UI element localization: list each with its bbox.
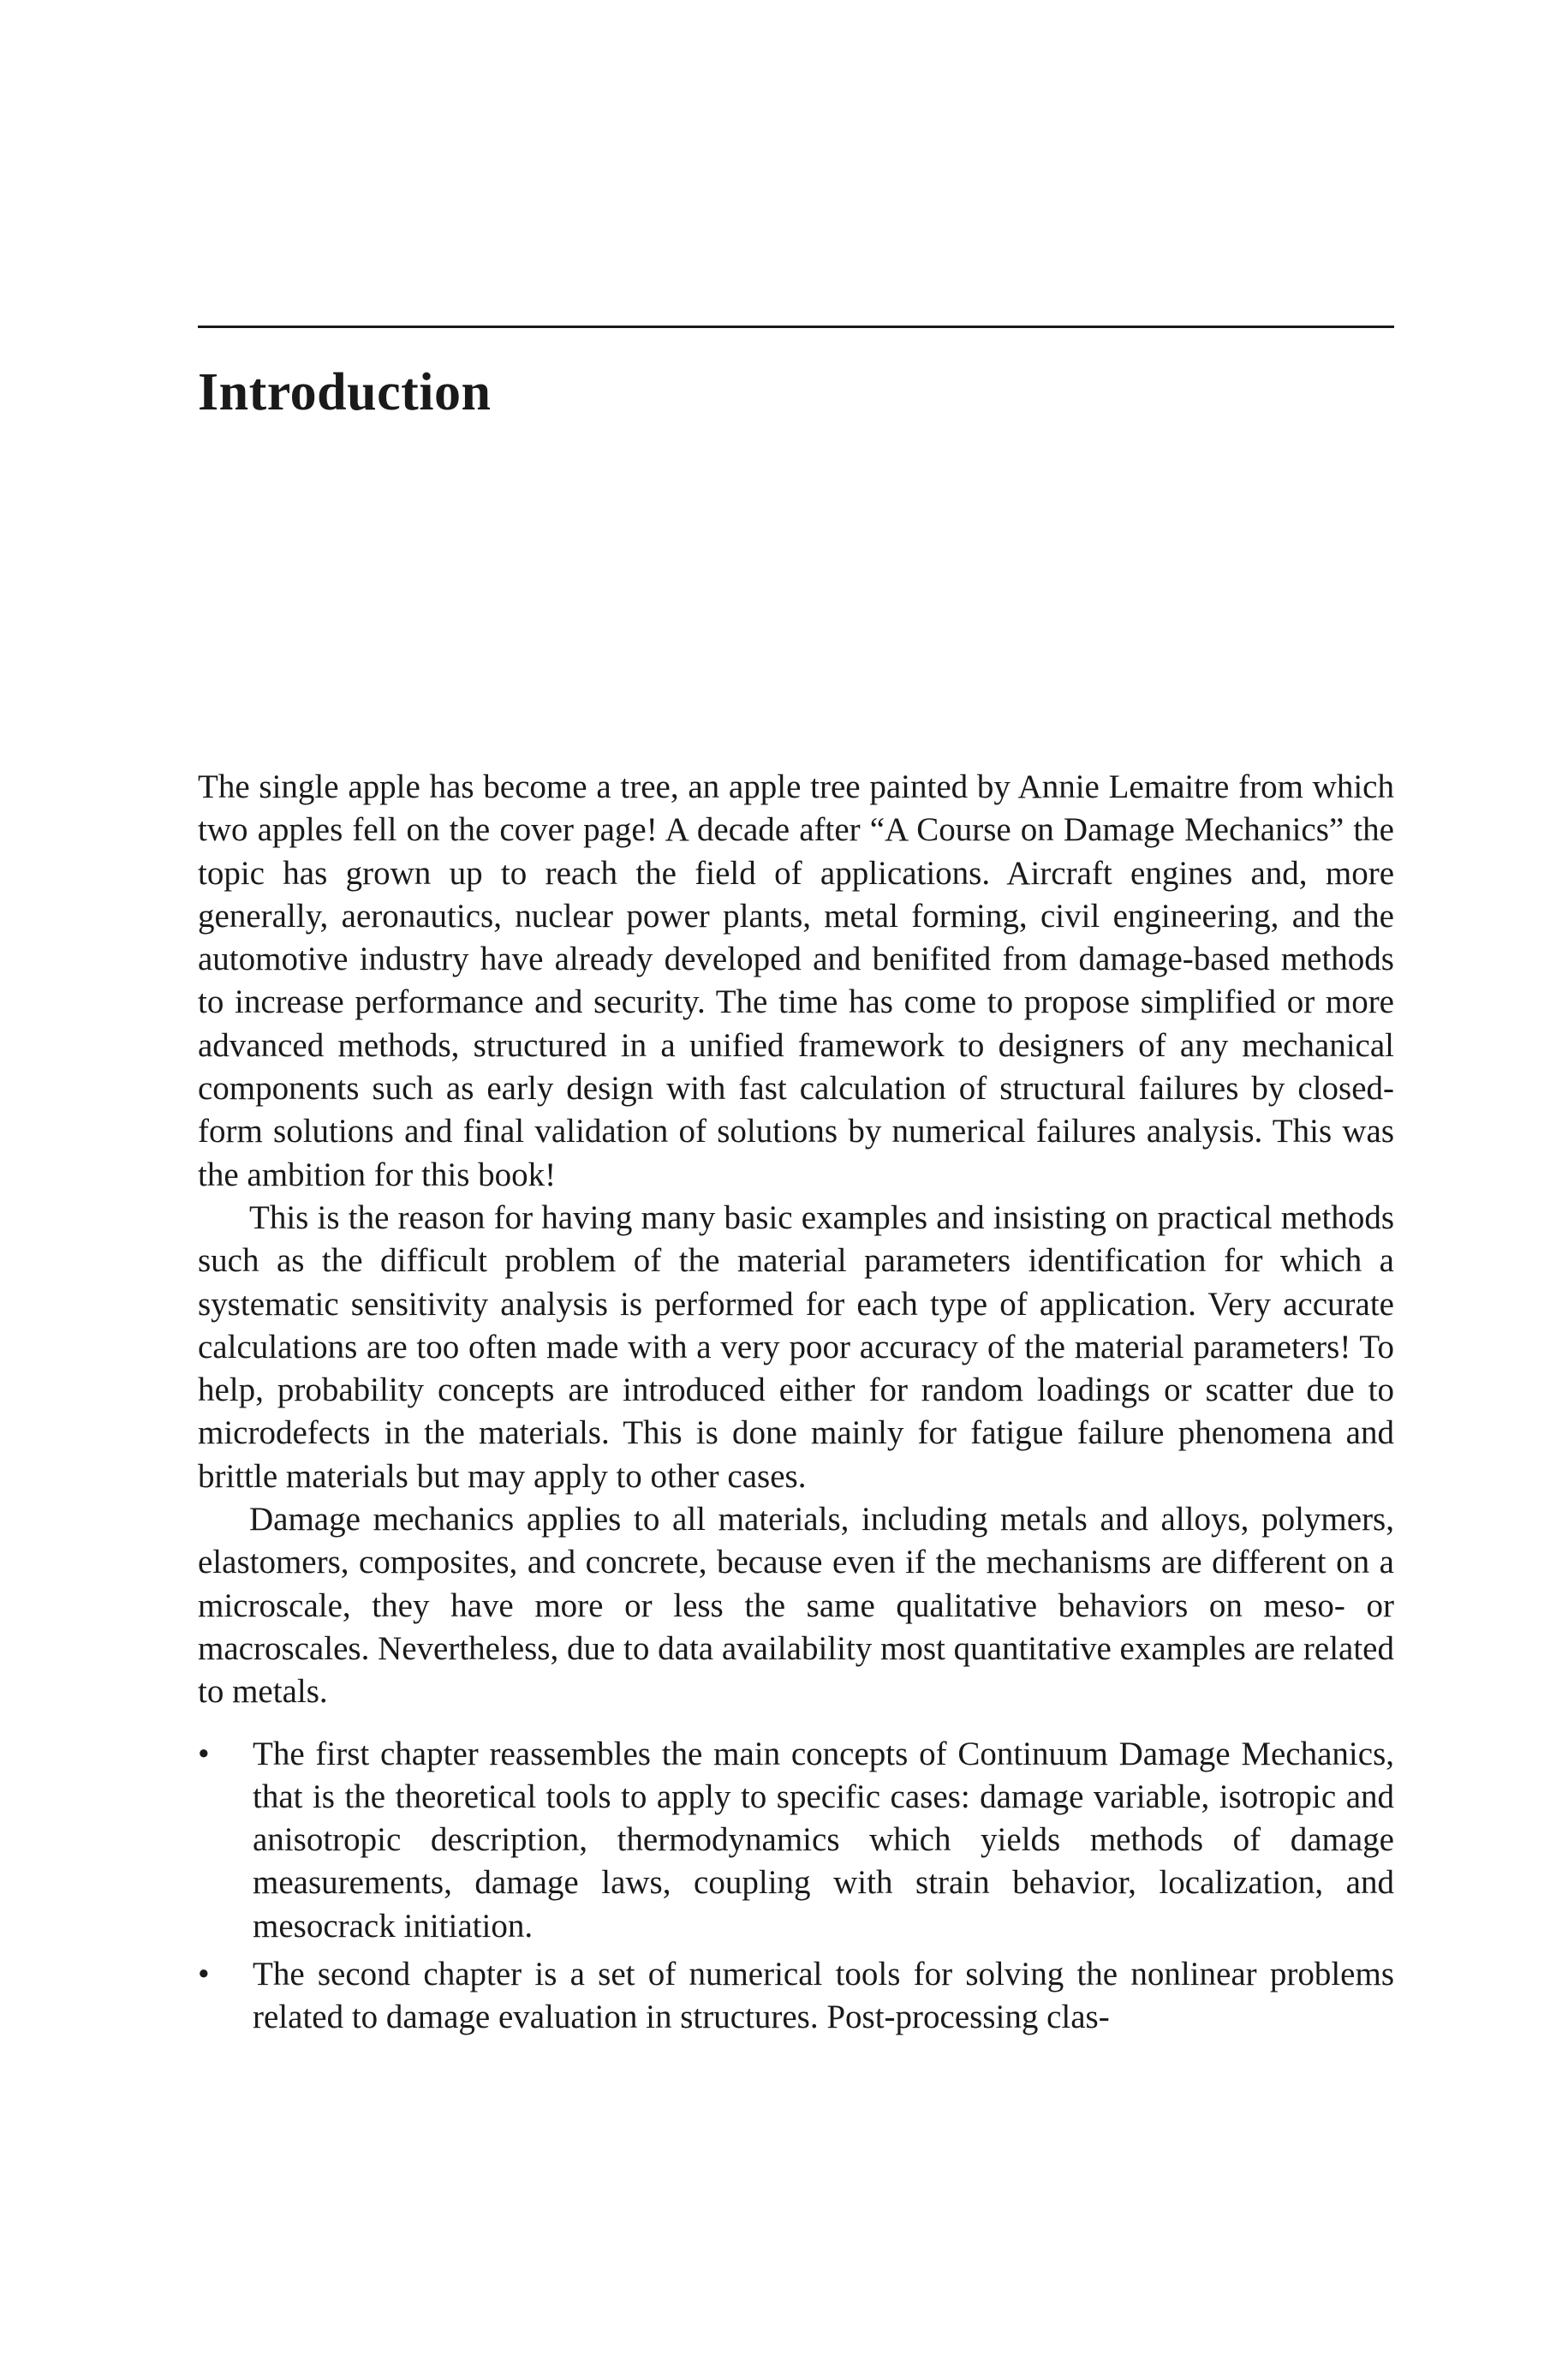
page-content: [198, 326, 1394, 2036]
chapter-rule: [198, 326, 1394, 328]
chapter-title: Introduction: [198, 363, 492, 421]
bullet-icon: •: [198, 1956, 210, 1993]
chapter-overview-list: [198, 1733, 1394, 2040]
paragraph-1: The single apple has become a tree, an apple tree painted by Annie Lemaitre from which two apples fell on the cover page! A decade after “A Course on Damage Mechanics” the topic has grown up to reach the field of applications. Aircraft engines and, more generally, aeronautics, nuclear power plants, metal forming, civil engineering, and the automotive industry have already developed and benifited from damage-based methods to increase performance and security. The time has come to propose simplified or more advanced methods, structured in a unified framework to designers of any mechanical components such as early design with fast calculation of structural failures by closed-form solutions and final validation of solutions by numerical failures analysis. This was the ambition for this book!: [198, 768, 1394, 1193]
body-text: [198, 766, 1394, 2045]
list-item: [198, 1953, 1394, 2040]
bullet-icon: •: [198, 1735, 210, 1772]
list-item-text: The first chapter reassembles the main concepts of Continuum Damage Mechanics, that is the theoretical tools to apply to specific cases: damage variable, isotropic and anisotropic description, thermodynamics which yields methods of damage measurements, damage laws, coupling with strain behavior, localization, and mesocrack initiation.: [253, 1735, 1394, 1945]
paragraph-3: Damage mechanics applies to all materials, including metals and alloys, polymers, elastomers, composites, and concrete, because even if the mechanisms are different on a microscale, they have more or less the same qualitative behaviors on meso- or macroscales. Nevertheless, due to data availability most quantitative examples are related to metals.: [198, 1501, 1394, 1711]
list-item-text: The second chapter is a set of numerical tools for solving the nonlinear problems related to damage evaluation in structures. Post-processing clas-: [253, 1956, 1394, 2036]
paragraph-2: This is the reason for having many basic examples and insisting on practical methods such as the difficult problem of the material parameters identification for which a systematic sensitivity analysis is performed for each type of application. Very accurate calculations are too often made with a very poor accuracy of the material parameters! To help, probability concepts are introduced either for random loadings or scatter due to microdefects in the materials. This is done mainly for fatigue failure phenomena and brittle materials but may apply to other cases.: [198, 1198, 1394, 1495]
list-item: [198, 1733, 1394, 1948]
